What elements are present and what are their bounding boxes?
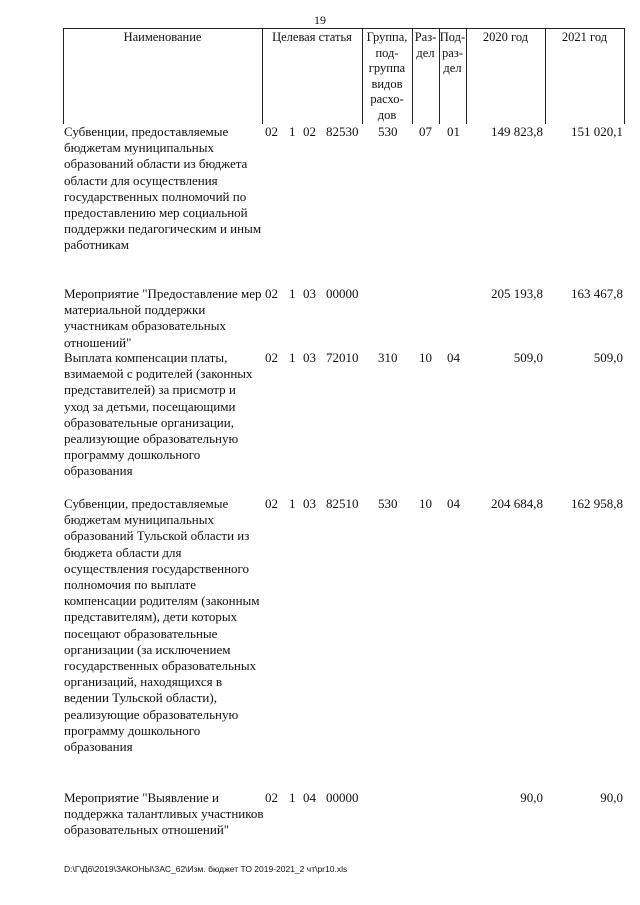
header-name: Наименование <box>123 30 202 44</box>
row-code-direction: 00000 <box>326 790 359 805</box>
header-expense-group <box>362 30 412 123</box>
row-code-subprogram: 1 <box>289 496 296 511</box>
row-name: Мероприятие "Выявление и поддержка талантливых участников образовательных отношений" <box>64 790 264 838</box>
header-subsection <box>439 30 466 77</box>
row-amount-2020: 149 823,8 <box>491 124 543 139</box>
file-path-footer: D:\Г\Д6\2019\ЗАКОНЫ\ЗАС_62\Изм. бюджет ТО 2019-2021_2 чт\pr10.xls <box>64 864 348 874</box>
row-code-event: 03 <box>303 286 316 301</box>
row-code-subprogram: 1 <box>289 790 296 805</box>
row-code-event: 03 <box>303 496 316 511</box>
row-section: 07 <box>419 124 432 139</box>
row-amount-2020: 205 193,8 <box>491 286 543 301</box>
row-code-subprogram: 1 <box>289 350 296 365</box>
row-amount-2020: 90,0 <box>520 790 543 805</box>
row-section: 10 <box>419 496 432 511</box>
row-code-event: 04 <box>303 790 316 805</box>
row-name: Субвенции, предоставляемые бюджетам муниципальных образований Тульской области из бюджета области для осуществления государственного полномочия по выплате компенсации родителям (законным представителям), дети которых посещают образовательные организации (за исключением государственных образовательных организаций, находящихся в ведении Тульской области), реализующие образовательную программу дошкольного образования <box>64 496 260 755</box>
row-code-direction: 00000 <box>326 286 359 301</box>
header-section-line: дел <box>416 45 435 60</box>
header-group-line: группа <box>368 61 406 75</box>
row-amount-2021: 162 958,8 <box>571 496 623 511</box>
header-group-line: Группа, <box>366 30 408 44</box>
page-number: 19 <box>314 13 326 27</box>
header-year-2021: 2021 год <box>561 30 608 44</box>
row-code-direction: 82530 <box>326 124 359 139</box>
row-amount-2021: 151 020,1 <box>571 124 623 139</box>
header-group-line: дов <box>377 107 397 122</box>
row-expense-group: 310 <box>378 350 398 365</box>
row-amount-2020: 204 684,8 <box>491 496 543 511</box>
row-name: Выплата компенсации платы, взимаемой с родителей (законных представителей) за присмотр и уход за детьми, посещающими образовательные организации, реализующие образовательную программу дошкольного образования <box>64 350 253 479</box>
header-group-line: расхо- <box>370 92 404 106</box>
row-expense-group: 530 <box>378 496 398 511</box>
header-subsection-line: раз- <box>442 45 463 60</box>
row-subsection: 04 <box>447 496 460 511</box>
row-code-program: 02 <box>265 124 278 139</box>
header-group-line: под- <box>375 45 399 60</box>
row-code-program: 02 <box>265 286 278 301</box>
row-name: Субвенции, предоставляемые бюджетам муниципальных образований области из бюджета области для осуществления государственных полномочий по предоставлению мер социальной поддержки педагогическим и иным работникам <box>64 124 262 253</box>
row-amount-2021: 163 467,8 <box>571 286 623 301</box>
row-subsection: 04 <box>447 350 460 365</box>
row-name: Мероприятие "Предоставление мер материальной поддержки участникам образовательных отношений" <box>64 286 262 350</box>
header-section-line: Раз- <box>414 30 437 44</box>
row-amount-2021: 90,0 <box>600 790 623 805</box>
header-group-line: видов <box>371 76 403 91</box>
row-section: 10 <box>419 350 432 365</box>
header-subsection-line: Под- <box>439 30 466 44</box>
header-subsection-line: дел <box>443 61 462 75</box>
row-code-program: 02 <box>265 790 278 805</box>
header-year-2020: 2020 год <box>482 30 529 44</box>
row-subsection: 01 <box>447 124 460 139</box>
row-code-direction: 72010 <box>326 350 359 365</box>
header-section <box>412 30 439 61</box>
row-code-program: 02 <box>265 496 278 511</box>
header-target-article: Целевая статья <box>272 30 352 44</box>
header-border-right <box>624 28 625 124</box>
row-amount-2020: 509,0 <box>513 350 543 365</box>
row-code-subprogram: 1 <box>289 286 296 301</box>
header-top-border <box>63 28 625 29</box>
row-amount-2021: 509,0 <box>593 350 623 365</box>
row-expense-group: 530 <box>378 124 398 139</box>
row-code-direction: 82510 <box>326 496 359 511</box>
row-code-subprogram: 1 <box>289 124 296 139</box>
row-code-program: 02 <box>265 350 278 365</box>
row-code-event: 02 <box>303 124 316 139</box>
row-code-event: 03 <box>303 350 316 365</box>
